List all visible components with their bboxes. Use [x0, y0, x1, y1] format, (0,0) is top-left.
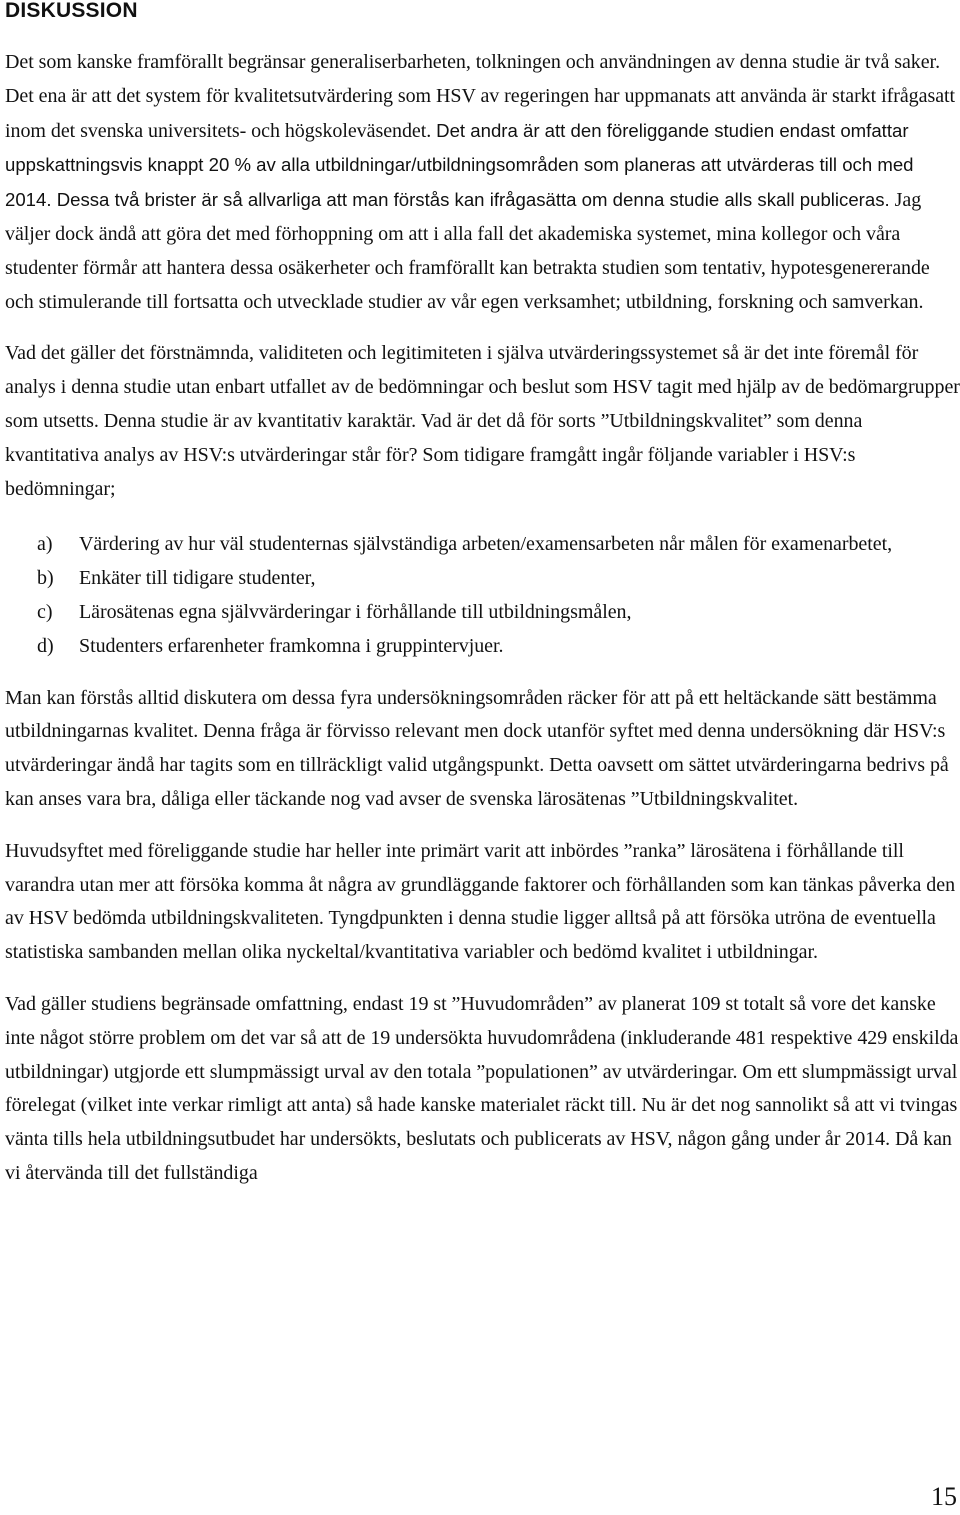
paragraph-1-part-b: Det andra är att den föreliggande studien endast omfattar uppskattningsvis knappt 20 % av alla utbildningar/utbildningsområden som planeras att utvärderas till och med 2014. Dessa två brister är så allvarliga att man förstås kan ifrågasätta om denna studie alls skall publiceras.: [5, 119, 914, 211]
list-item: [5, 596, 960, 630]
paragraph-2: Vad det gäller det förstnämnda, validiteten och legitimiteten i själva utvärderingssystemet så är det inte föremål för analys i denna studie utan enbart utfallet av de bedömningar och beslut som HSV tagit med hjälp av de bedömargrupper som utsetts. Denna studie är av kvantitativ karaktär. Vad är det då för sorts ”Utbildningskvalitet” som denna kvantitativa analys av HSV:s utvärderingar står för? Som tidigare framgått ingår följande variabler i HSV:s bedömningar;: [5, 342, 960, 500]
list-item-text: Värdering av hur väl studenternas självständiga arbeten/examensarbeten når målen för examenarbetet,: [79, 533, 893, 556]
page-number: 15: [931, 1482, 957, 1511]
paragraph-1-part-c: Jag väljer dock ändå att göra det med förhoppning om att i alla fall det akademiska systemet, mina kollegor och våra studenter förmår att hantera dessa osäkerheter och framförallt kan betrakta studien som tentativ, hypotesgenererande och stimulerande till fortsatta och utvecklade studier av vår egen verksamhet; utbildning, forskning och samverkan.: [5, 189, 930, 313]
body-text: [5, 46, 960, 1209]
list-item-text: Lärosätenas egna självvärderingar i förhållande till utbildningsmålen,: [79, 600, 632, 623]
paragraph-1: [5, 46, 960, 319]
paragraph-5: Vad gäller studiens begränsade omfattning, endast 19 st ”Huvudområden” av planerat 109 st totalt så vore det kanske inte något större problem om det var så att de 19 undersökta huvudområdena (inkluderande 481 respektive 429 enskilda utbildningar) utgjorde ett slumpmässigt urval av den totala ”populationen” av utvärderingar. Om ett slumpmässigt urval förelegat (vilket inte verkar rimligt att anta) så hade kanske materialet räckt till. Nu är det nog sannolikt så att vi tvingas vänta tills hela utbildningsutbudet har undersökts, beslutats och publicerats av HSV, någon gång under år 2014. Då kan vi återvända till det fullständiga: [5, 992, 959, 1184]
section-heading: DISKUSSION: [5, 0, 138, 22]
list-item: [5, 630, 960, 664]
list-marker: a): [37, 533, 53, 556]
list-marker: b): [37, 567, 54, 590]
list-item-text: Enkäter till tidigare studenter,: [79, 567, 316, 590]
list-marker: d): [37, 634, 54, 657]
variable-list: [5, 528, 960, 663]
list-item: [5, 528, 960, 562]
list-item-text: Studenters erfarenheter framkomna i gruppintervjuer.: [79, 634, 504, 657]
paragraph-4: Huvudsyftet med föreliggande studie har heller inte primärt varit att inbördes ”ranka” lärosätena i förhållande till varandra utan mer att försöka komma åt några av grundläggande faktorer och förhållanden som kan tänkas påverka den av HSV bedömda utbildningskvaliteten. Tyngdpunkten i denna studie ligger alltså på att försöka utröna de eventuella statistiska sambanden mellan olika nyckeltal/kvantitativa variabler och bedömd kvalitet i utbildningar.: [5, 839, 956, 964]
list-marker: c): [37, 600, 53, 623]
paragraph-3: Man kan förstås alltid diskutera om dessa fyra undersökningsområden räcker för att på ett heltäckande sätt bestämma utbildningarnas kvalitet. Denna fråga är förvisso relevant men dock utanför syftet med denna undersökning där HSV:s utvärderingar ändå har tagits som en tillräckligt valid utgångspunkt. Detta oavsett om sättet utvärderingarna bedrivs på kan anses vara bra, dåliga eller täckande nog vad avser de svenska lärosätenas ”Utbildningskvalitet.: [5, 686, 949, 810]
list-item: [5, 562, 960, 596]
paragraph-1-part-a: Det som kanske framförallt begränsar generaliserbarheten, tolkningen och användningen av denna studie är två saker. Det ena är att det system för kvalitetsutvärdering som HSV av regeringen har uppmanats att använda är starkt ifrågasatt inom det svenska universitets- och högskoleväsendet.: [5, 51, 956, 142]
